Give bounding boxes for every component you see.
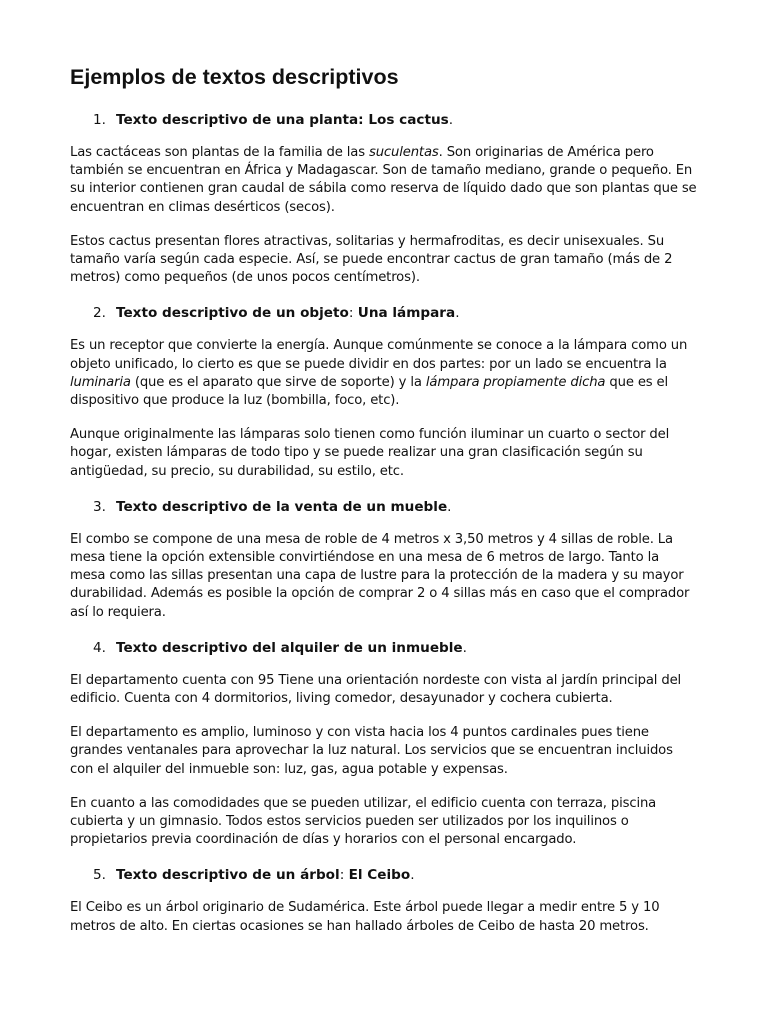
heading-text: Texto descriptivo de un árbol — [116, 867, 340, 884]
paragraph: En cuanto a las comodidades que se pueden utilizar, el edificio cuenta con terraza, piscina cubierta y un gimnasio. Todos estos servicios pueden ser utilizados por los inquilinos o propietarios previa coordinación de días y horarios con el personal encargado. — [70, 795, 657, 848]
heading-punctuation: . — [448, 112, 454, 128]
text-run: Es un receptor que convierte la energía. Aunque comúnmente se conoce a la lámpara como un objeto unificado, lo cierto es que se puede dividir en dos partes: por un lado se encuentra la — [70, 338, 688, 372]
italic-term: suculentas — [369, 145, 439, 160]
heading-punctuation: . — [462, 639, 467, 656]
heading-punctuation: . — [410, 867, 415, 884]
section-heading-4 — [70, 638, 698, 658]
list-number: 5. — [93, 867, 106, 884]
paragraph: El Ceibo es un árbol originario de Sudamérica. Este árbol puede llegar a medir entre 5 y 10 metros de alto. En ciertas ocasiones se han hallado árboles de Ceibo de hasta 20 metros. — [70, 900, 660, 934]
paragraph: El departamento cuenta con 95 Tiene una orientación nordeste con vista al jardín principal del edificio. Cuenta con 4 dormitorios, living comedor, desayunador y cochera cubierta. — [70, 672, 682, 707]
document-title: Ejemplos de textos descriptivos — [70, 65, 399, 89]
section-heading-5 — [70, 865, 698, 885]
text-run: que es el dispositivo que produce la luz (bombilla, foco, etc). — [70, 374, 669, 409]
paragraph: El departamento es amplio, luminoso y con vista hacia los 4 puntos cardinales pues tiene grandes ventanales para aprovechar la luz natural. Los servicios que se encuentran incluidos con el alquiler del inmueble son: luz, gas, agua potable y expensas. — [70, 725, 673, 777]
paragraph: El combo se compone de una mesa de roble de 4 metros x 3,50 metros y 4 sillas de roble. La mesa tiene la opción extensible convirtiéndose en una mesa de 6 metros de largo. Tanto la mesa como las sillas presentan una capa de lustre para la protección de la madera y su mayor durabilidad. Además es posible la opción de comprar 2 o 4 sillas más en caso que el comprador así lo requiera. — [70, 531, 690, 620]
heading-separator: : — [339, 867, 349, 884]
heading-text: Texto descriptivo de una planta: Los cactus — [116, 112, 449, 128]
paragraph: Aunque originalmente las lámparas solo tienen como función iluminar un cuarto o sector del hogar, existen lámparas de todo tipo y se puede realizar una gran clasificación según su antigüedad, su precio, su durabilidad, su estilo, etc. — [70, 427, 670, 479]
text-run: (que es el aparato que sirve de soporte) y la — [130, 374, 426, 390]
heading-text: Texto descriptivo de un objeto — [116, 305, 349, 322]
section-heading-2 — [70, 303, 698, 323]
paragraph — [70, 337, 698, 410]
italic-term: luminaria — [70, 374, 131, 390]
list-number: 2. — [93, 305, 106, 322]
heading-text: Texto descriptivo del alquiler de un inmueble — [116, 639, 463, 656]
heading-subject: Una lámpara — [357, 305, 456, 322]
paragraph — [70, 144, 698, 217]
text-run: Las cactáceas son plantas de la familia de las — [70, 145, 369, 160]
heading-punctuation: . — [455, 305, 460, 322]
paragraph: Estos cactus presentan flores atractivas, solitarias y hermafroditas, es decir unisexuales. Su tamaño varía según cada especie. Así, se puede encontrar cactus de gran tamaño (más de 2 metros) como pequeños (de unos pocos centímetros). — [70, 233, 673, 286]
list-number: 1. — [93, 112, 106, 128]
heading-separator: : — [348, 305, 358, 322]
heading-text: Texto descriptivo de la venta de un mueble — [116, 498, 448, 515]
section-heading-1 — [70, 110, 698, 130]
list-number: 3. — [93, 498, 106, 515]
text-run: . Son originarias de América pero también se encuentran en África y Madagascar. Son de tamaño mediano, grande o pequeño. En su interior contienen gran caudal de sábila como reserva de líquido dado que son plantas que se encuentran en climas desérticos (secos). — [70, 145, 697, 215]
list-number: 4. — [93, 639, 106, 656]
italic-term: lámpara propiamente dicha — [425, 374, 606, 390]
heading-subject: El Ceibo — [348, 867, 411, 884]
section-heading-3 — [70, 497, 698, 517]
heading-punctuation: . — [447, 498, 452, 515]
